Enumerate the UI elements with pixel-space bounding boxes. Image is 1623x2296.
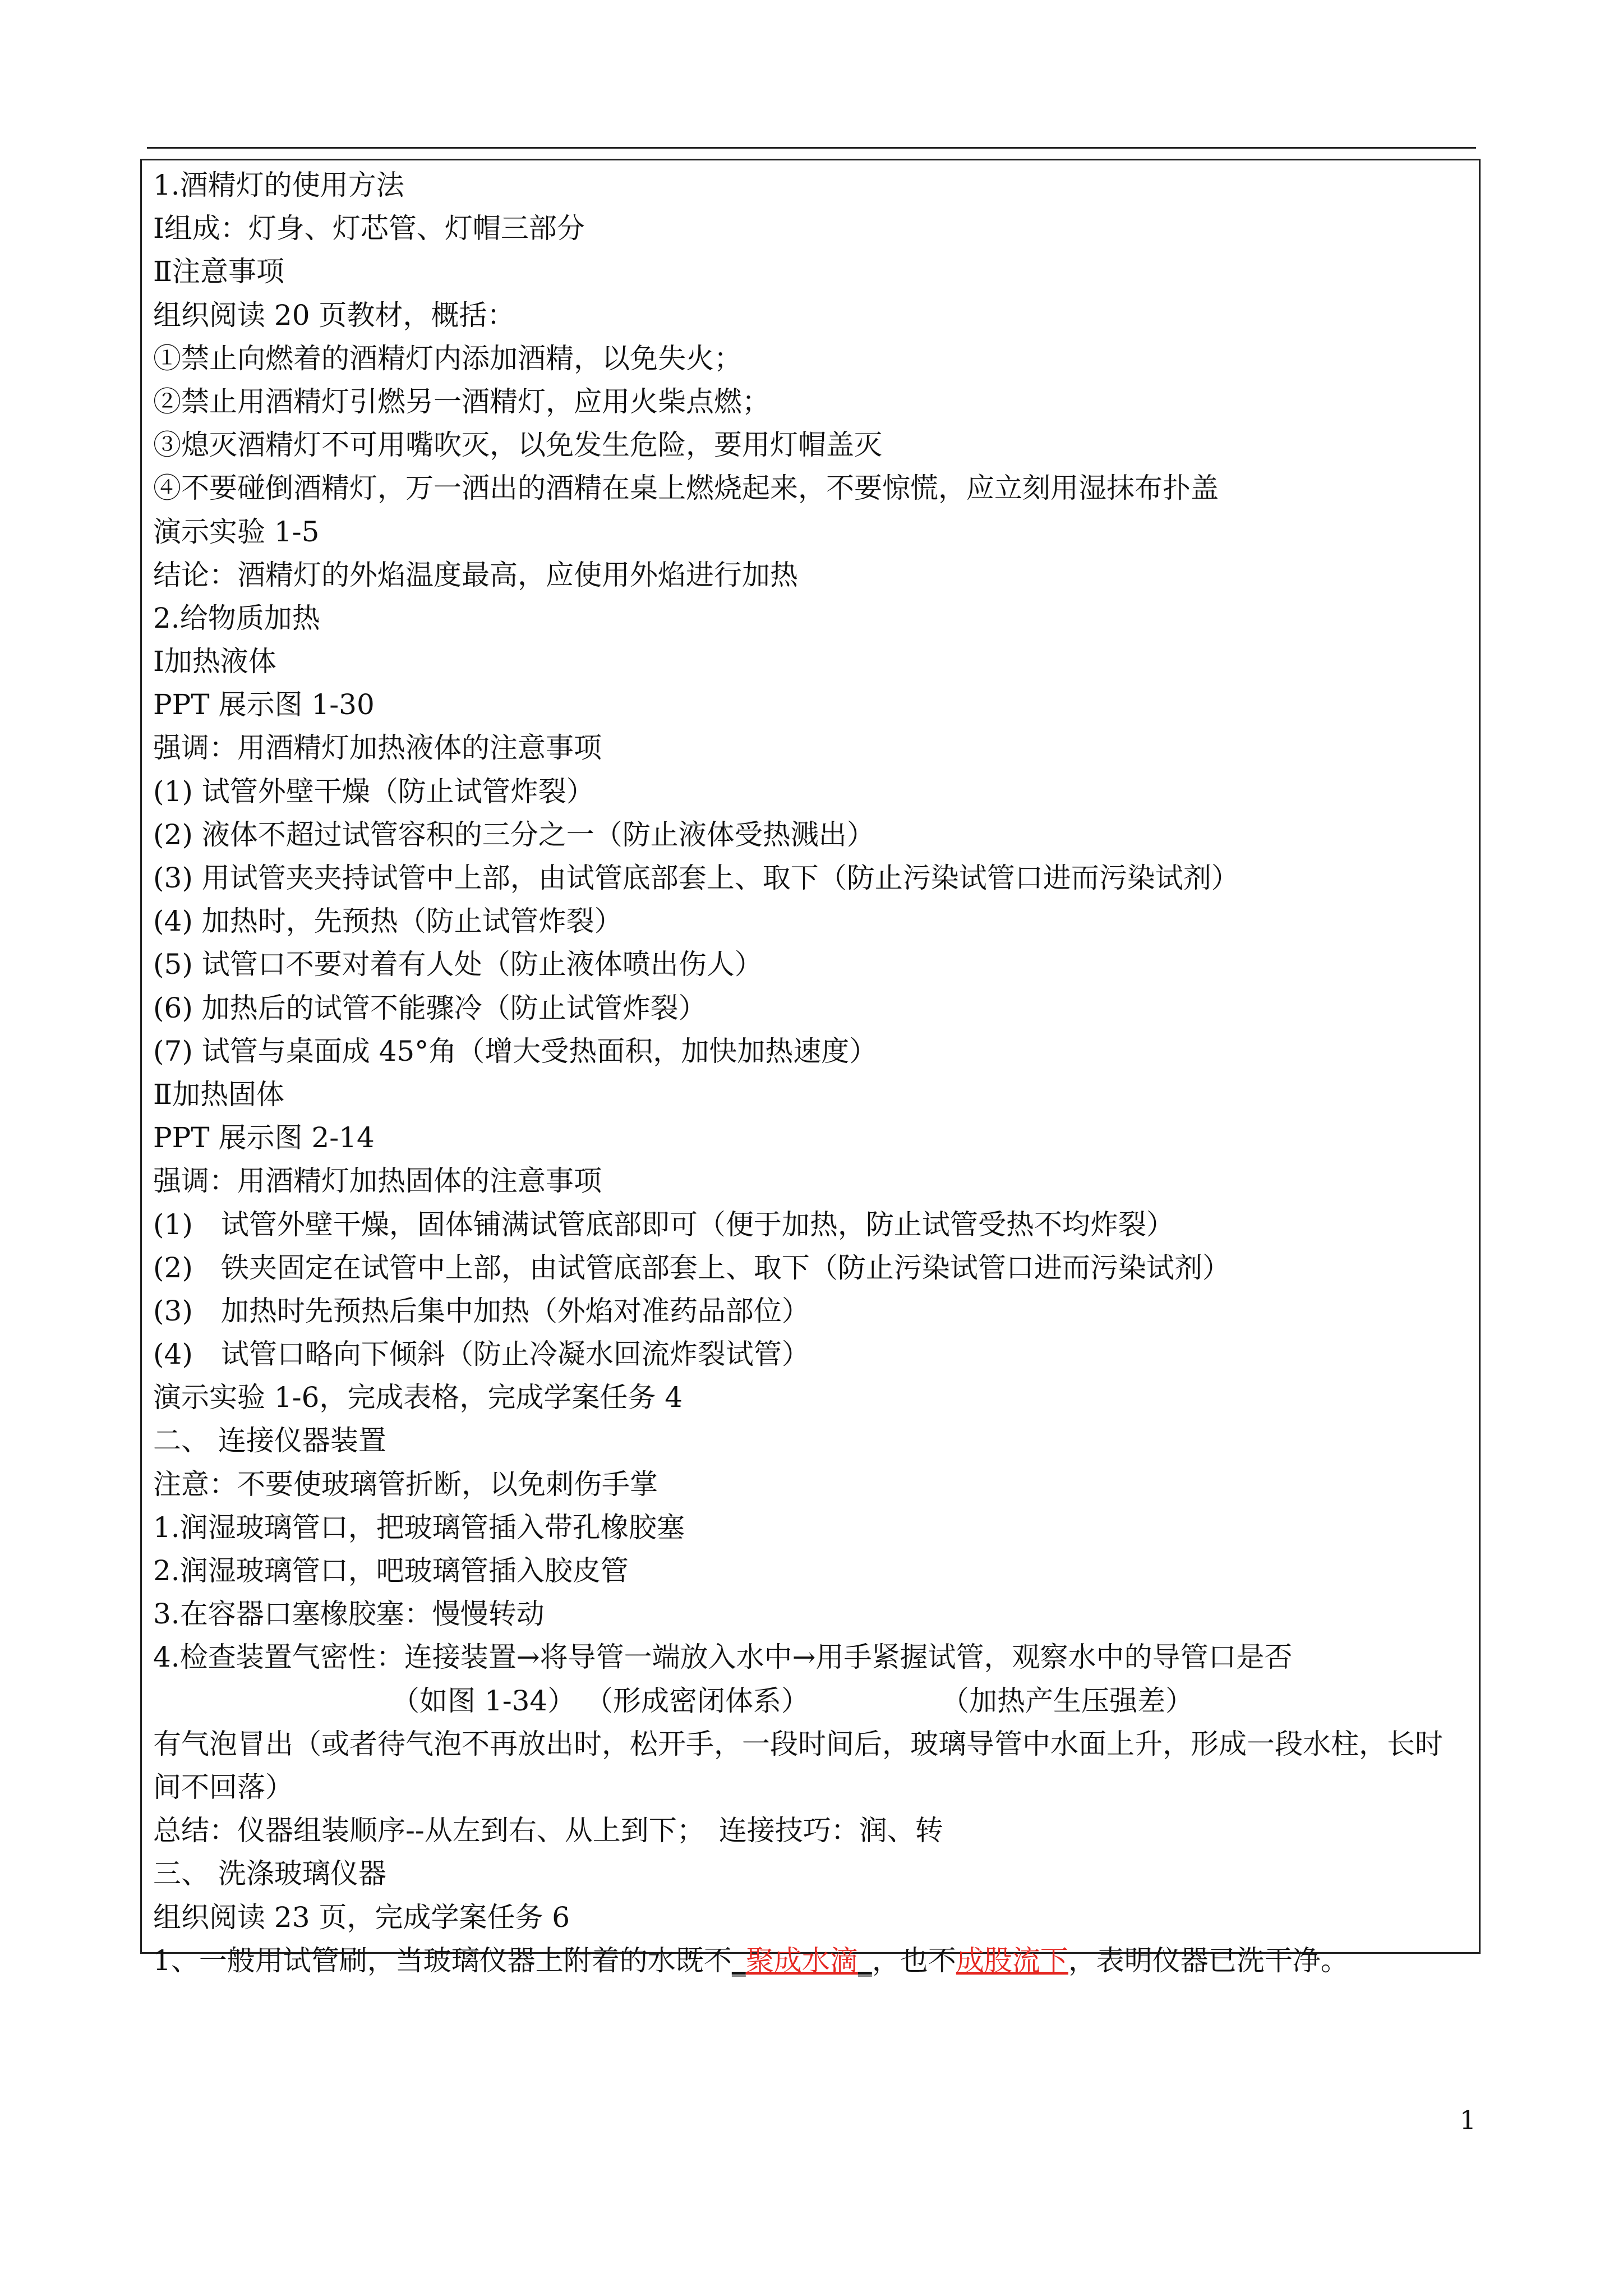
- header-rule: [147, 147, 1476, 149]
- text-line: (4) 加热时，先预热（防止试管炸裂）: [153, 905, 623, 938]
- text-line: 二、 连接仪器装置: [153, 1424, 386, 1457]
- text-line: Ⅱ加热固体: [153, 1078, 284, 1111]
- text-line: 2.给物质加热: [153, 601, 320, 634]
- text-line: (1) 试管外壁干燥，固体铺满试管底部即可（便于加热，防止试管受热不均炸裂）: [153, 1208, 1174, 1241]
- text-line: 1.润湿玻璃管口，把玻璃管插入带孔橡胶塞: [153, 1511, 685, 1544]
- text-line: 组织阅读 20 页教材，概括：: [153, 298, 515, 332]
- fill-in-text: ，表明仪器已洗干净。: [1068, 1944, 1349, 1977]
- text-line: 总结：仪器组装顺序--从左到右、从上到下； 连接技巧：润、转: [153, 1814, 943, 1847]
- text-line: 有气泡冒出（或者待气泡不再放出时，松开手，一段时间后，玻璃导管中水面上升，形成一段水柱，长时: [153, 1727, 1443, 1760]
- fill-in-text: ，也不: [872, 1944, 956, 1977]
- text-line: ③熄灭酒精灯不可用嘴吹灭，以免发生危险，要用灯帽盖灭: [153, 429, 882, 462]
- text-line: PPT 展示图 2-14: [153, 1121, 375, 1154]
- text-line: (3) 用试管夹夹持试管中上部，由试管底部套上、取下（防止污染试管口进而污染试剂）: [153, 862, 1239, 894]
- text-line: 三、 洗涤玻璃仪器: [153, 1857, 386, 1890]
- answer-streams: 成股流下: [956, 1944, 1068, 1977]
- fill-in-line: [153, 1939, 1468, 1982]
- text-line: Ⅱ注意事项: [153, 255, 284, 288]
- text-line: (4) 试管口略向下倾斜（防止冷凝水回流炸裂试管）: [153, 1338, 810, 1371]
- annotation-line: [153, 1680, 1468, 1723]
- text-line: 注意：不要使玻璃管折断，以免刺伤手掌: [153, 1467, 658, 1501]
- text-line: 结论：酒精灯的外焰温度最高，应使用外焰进行加热: [153, 558, 798, 591]
- text-line: (6) 加热后的试管不能骤冷（防止试管炸裂）: [153, 991, 707, 1024]
- annotation-pressure-difference: （加热产生压强差）: [941, 1684, 1193, 1717]
- page-number: 1: [1459, 2105, 1476, 2135]
- text-line: 组织阅读 23 页，完成学案任务 6: [153, 1901, 570, 1934]
- text-line: Ⅰ组成：灯身、灯芯管、灯帽三部分: [153, 212, 585, 245]
- text-line: (2) 液体不超过试管容积的三分之一（防止液体受热溅出）: [153, 818, 875, 851]
- text-line: 1.酒精灯的使用方法: [153, 169, 404, 201]
- answer-water-drops: 聚成水滴: [745, 1944, 858, 1977]
- text-line: 强调：用酒精灯加热液体的注意事项: [153, 731, 602, 765]
- text-line: (5) 试管口不要对着有人处（防止液体喷出伤人）: [153, 948, 763, 981]
- text-line: (3) 加热时先预热后集中加热（外焰对准药品部位）: [153, 1294, 810, 1327]
- blank-mark: _: [857, 1944, 872, 1977]
- content-box: [140, 159, 1481, 1977]
- lesson-text: [153, 164, 1468, 1982]
- text-line: ①禁止向燃着的酒精灯内添加酒精，以免失火；: [153, 342, 742, 375]
- blank-mark: _: [731, 1944, 746, 1977]
- text-line: 强调：用酒精灯加热固体的注意事项: [153, 1165, 602, 1198]
- text-line: ④不要碰倒酒精灯，万一洒出的酒精在桌上燃烧起来，不要惊慌，应立刻用湿抹布扑盖: [153, 472, 1219, 505]
- text-line: ②禁止用酒精灯引燃另一酒精灯，应用火柴点燃；: [153, 385, 770, 418]
- text-line: (2) 铁夹固定在试管中上部，由试管底部套上、取下（防止污染试管口进而污染试剂）: [153, 1251, 1230, 1284]
- text-line: (1) 试管外壁干燥（防止试管炸裂）: [153, 775, 594, 808]
- text-line: 4.检查装置气密性：连接装置→将导管一端放入水中→用手紧握试管，观察水中的导管口是否: [153, 1641, 1293, 1674]
- text-line: PPT 展示图 1-30: [153, 688, 375, 721]
- text-line: 演示实验 1-6，完成表格，完成学案任务 4: [153, 1381, 683, 1414]
- fill-in-text: 1、一般用试管刷，当玻璃仪器上附着的水既不: [153, 1944, 732, 1977]
- annotation-figure-ref: （如图 1-34）: [391, 1684, 576, 1717]
- text-line: (7) 试管与桌面成 45°角（增大受热面积，加快加热速度）: [153, 1034, 878, 1068]
- text-line: Ⅰ加热液体: [153, 645, 276, 678]
- text-line: 2.润湿玻璃管口，吧玻璃管插入胶皮管: [153, 1554, 629, 1587]
- annotation-closed-system: （形成密闭体系）: [585, 1684, 809, 1717]
- text-line: 3.在容器口塞橡胶塞：慢慢转动: [153, 1598, 545, 1631]
- text-line: 间不回落）: [153, 1770, 293, 1803]
- text-line: 演示实验 1-5: [153, 515, 320, 548]
